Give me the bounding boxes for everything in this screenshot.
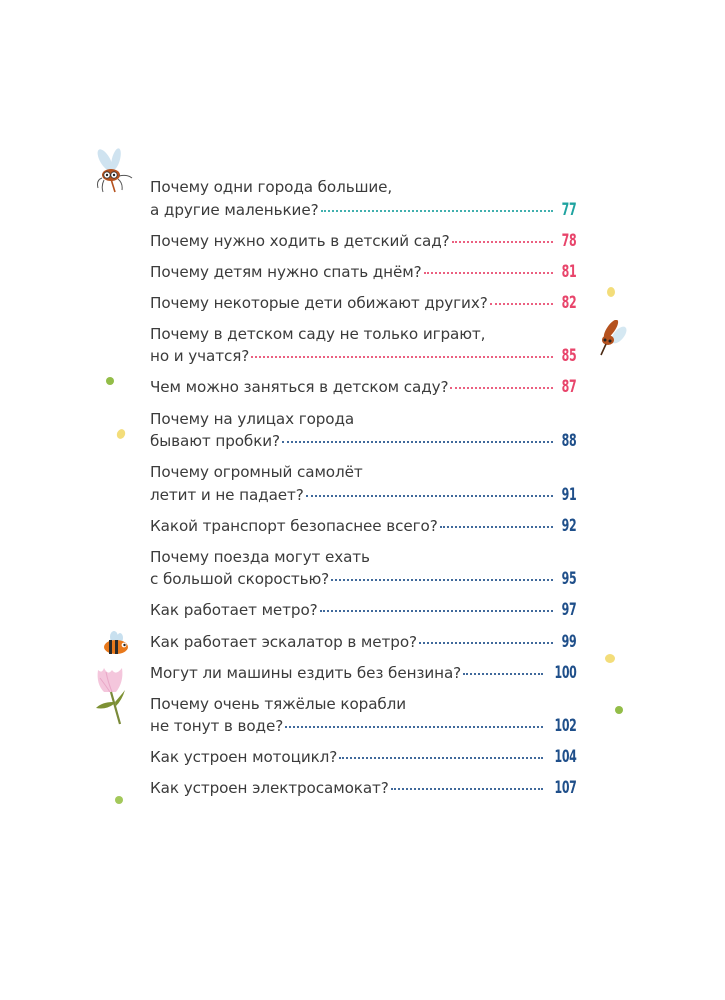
toc-entry-title-line: Как устроен электросамокат? xyxy=(150,779,389,798)
toc-entry-title-line: Почему детям нужно спать днём? xyxy=(150,262,422,281)
toc-page-number: 99 xyxy=(561,631,576,652)
toc-entry-title-line: Почему поезда могут ехать xyxy=(150,547,370,566)
paint-dot-green-1 xyxy=(106,377,114,385)
flower-icon xyxy=(92,664,128,728)
toc-entry-title-line: не тонут в воде? xyxy=(150,717,284,736)
paint-dot-yellow-2 xyxy=(115,428,126,440)
toc-entry-title-line: Как работает эскалатор в метро? xyxy=(150,632,417,651)
dot-leader xyxy=(331,578,553,581)
toc-entry-title-line: Почему в детском саду не только играют, xyxy=(150,324,486,343)
paint-dot-yellow-1 xyxy=(607,287,615,297)
mosquito-right-icon xyxy=(597,320,631,358)
toc-entry-title-line: Могут ли машины ездить без бензина? xyxy=(150,663,462,682)
toc-entry-title-line: Почему некоторые дети обижают других? xyxy=(150,293,488,312)
dot-leader xyxy=(419,641,553,644)
toc-entry-title-line: но и учатся? xyxy=(150,347,250,366)
dot-leader xyxy=(450,386,552,389)
toc-entry[interactable] xyxy=(150,693,576,738)
toc-entry[interactable] xyxy=(150,777,576,800)
toc-page-number: 97 xyxy=(561,600,576,621)
toc-entry[interactable] xyxy=(150,408,576,453)
toc-entry[interactable] xyxy=(150,662,576,685)
toc-entry-title-line: Как устроен мотоцикл? xyxy=(150,748,338,767)
toc-page-number: 100 xyxy=(554,662,576,683)
toc-entry-title-line: Почему огромный самолёт xyxy=(150,463,363,482)
toc-page-number: 95 xyxy=(561,569,576,590)
dot-leader xyxy=(251,355,552,358)
paint-dot-yellow-3 xyxy=(605,654,615,663)
toc-page-number: 88 xyxy=(561,431,576,452)
dot-leader xyxy=(490,302,553,305)
dot-leader xyxy=(391,787,543,790)
paint-dot-green-3 xyxy=(115,796,123,804)
bee-icon xyxy=(100,630,132,658)
mosquito-left-icon xyxy=(92,148,136,196)
toc-page-number: 81 xyxy=(561,261,576,282)
toc-entry[interactable] xyxy=(150,261,576,284)
toc-entry-title-line: Почему на улицах города xyxy=(150,409,355,428)
dot-leader xyxy=(440,525,553,528)
toc-entry-title-line: с большой скоростью? xyxy=(150,570,330,589)
toc-entry[interactable] xyxy=(150,746,576,769)
dot-leader xyxy=(320,609,553,612)
toc-entry-title-line: Почему очень тяжёлые корабли xyxy=(150,694,407,713)
toc-page-number: 87 xyxy=(561,377,576,398)
toc-entry-title-line: Какой транспорт безопаснее всего? xyxy=(150,516,438,535)
toc-page-number: 91 xyxy=(561,484,576,505)
dot-leader xyxy=(321,209,553,212)
toc-entry[interactable] xyxy=(150,230,576,253)
toc-entry[interactable] xyxy=(150,292,576,315)
toc-page-number: 104 xyxy=(554,747,576,768)
toc-entry[interactable] xyxy=(150,631,576,654)
toc-entry-title-line: летит и не падает? xyxy=(150,485,304,504)
toc-page-number: 78 xyxy=(561,230,576,251)
dot-leader xyxy=(285,725,542,728)
table-of-contents xyxy=(150,176,576,809)
dot-leader xyxy=(463,672,542,675)
toc-entry[interactable] xyxy=(150,176,576,221)
toc-entry-title-line: Как работает метро? xyxy=(150,601,318,620)
toc-page-number: 107 xyxy=(554,778,576,799)
toc-entry-title-line: а другие маленькие? xyxy=(150,200,319,219)
dot-leader xyxy=(282,440,553,443)
toc-page-number: 102 xyxy=(554,716,576,737)
toc-entry[interactable] xyxy=(150,376,576,399)
toc-page-number: 92 xyxy=(561,515,576,536)
toc-entry[interactable] xyxy=(150,599,576,622)
toc-entry-title-line: Почему нужно ходить в детский сад? xyxy=(150,231,450,250)
dot-leader xyxy=(452,240,553,243)
dot-leader xyxy=(339,756,542,759)
toc-entry[interactable] xyxy=(150,546,576,591)
toc-page-number: 77 xyxy=(561,199,576,220)
toc-entry[interactable] xyxy=(150,323,576,368)
toc-entry-title-line: Почему одни города большие, xyxy=(150,178,393,196)
toc-page-number: 82 xyxy=(561,292,576,313)
dot-leader xyxy=(424,271,553,274)
toc-entry[interactable] xyxy=(150,515,576,538)
toc-entry[interactable] xyxy=(150,461,576,506)
toc-entry-title-line: бывают пробки? xyxy=(150,432,281,451)
toc-page-number: 85 xyxy=(561,346,576,367)
toc-entry-title-line: Чем можно заняться в детском саду? xyxy=(150,378,449,397)
paint-dot-green-2 xyxy=(615,706,623,714)
dot-leader xyxy=(306,494,553,497)
